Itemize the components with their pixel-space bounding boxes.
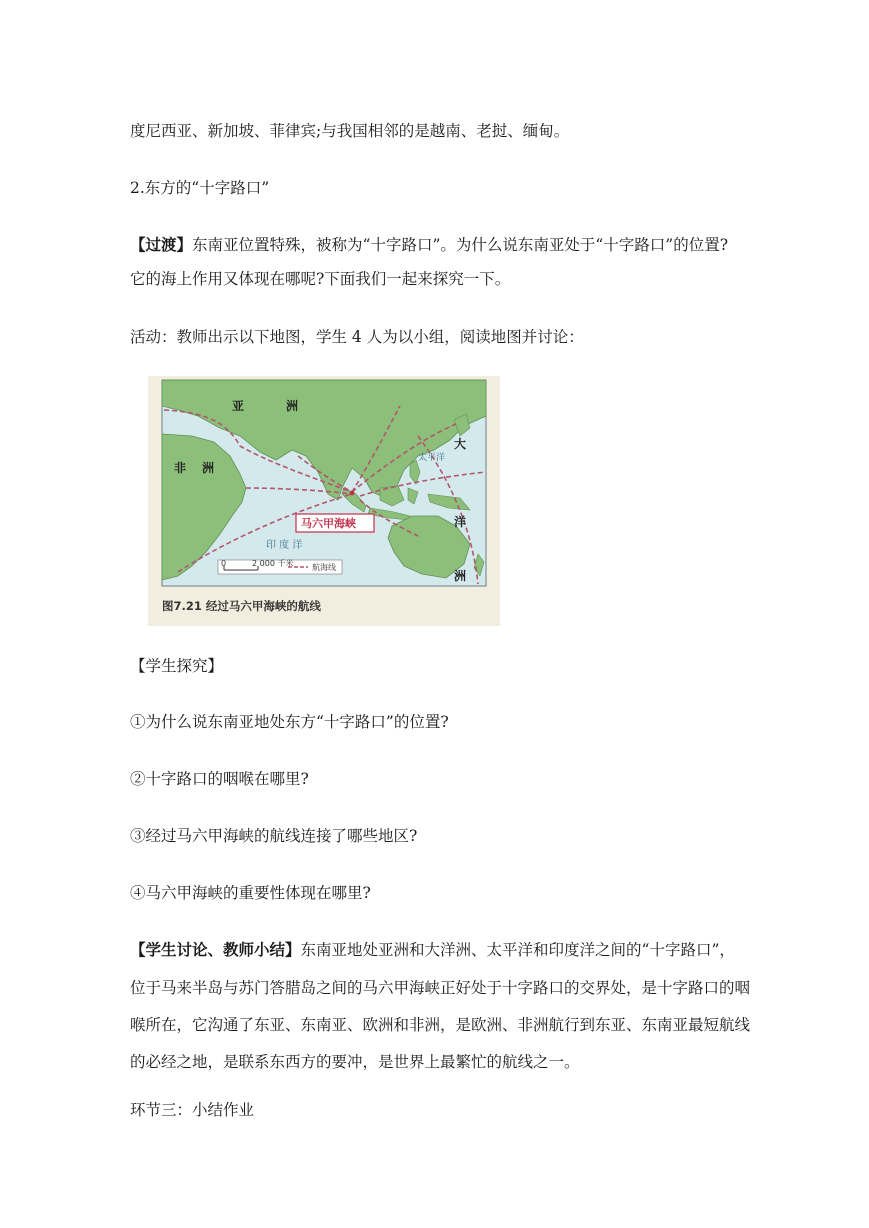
text-line-countries: 度尼西亚、新加坡、菲律宾;与我国相邻的是越南、老挝、缅甸。 [130,122,570,140]
label-africa-2: 洲 [202,461,215,475]
transition-text-1: 东南亚位置特殊，被称为“十字路口”。为什么说东南亚处于“十字路口”的位置? [192,236,729,254]
summary-text-1: 东南亚地处亚洲和大洋洲、太平洋和印度洋之间的“十字路口”， [300,941,735,959]
label-asia-1: 亚 [232,399,245,413]
label-oceania-2: 洋 [454,515,467,529]
transition-line-2: 它的海上作用又体现在哪呢?下面我们一起来探究一下。 [130,270,511,288]
label-africa-1: 非 [174,461,187,475]
label-oceania-3: 洲 [454,569,467,583]
question-4: ④马六甲海峡的重要性体现在哪里? [130,884,371,902]
legend-route-label: 航海线 [312,563,336,572]
transition-line-1 [130,228,728,262]
section-3-heading: 环节三：小结作业 [130,1101,255,1119]
scale-legend [218,558,342,574]
inquiry-title: 【学生探究】 [130,657,224,675]
summary-line-1 [130,933,735,967]
strait-label: 马六甲海峡 [301,517,356,530]
summary-line-4: 的必经之地，是联系东西方的要冲，是世界上最繁忙的航线之一。 [130,1053,580,1071]
summary-line-2: 位于马来半岛与苏门答腊岛之间的马六甲海峡正好处于十字路口的交界处，是十字路口的咽 [130,979,751,997]
heading-east-crossroads: 2.东方的“十字路口” [130,179,270,197]
activity-instruction: 活动：教师出示以下地图，学生 4 人为以小组，阅读地图并讨论： [130,328,584,346]
scale-zero: 0 [221,559,227,568]
label-pacific: 太平洋 [418,453,446,463]
summary-line-3: 喉所在，它沟通了东亚、东南亚、欧洲和非洲，是欧洲、非洲航行到东亚、东南亚最短航线 [130,1016,751,1034]
transition-tag: 【过渡】 [130,235,193,254]
question-2: ②十字路口的咽喉在哪里? [130,770,309,788]
map-caption: 图7.21 经过马六甲海峡的航线 [162,599,321,613]
scale-distance: 2 000 千米 [252,559,294,568]
label-indian-ocean: 印 度 洋 [266,540,303,551]
summary-tag: 【学生讨论、教师小结】 [130,940,301,959]
strait-point [350,491,355,496]
label-asia-2: 洲 [286,399,299,413]
malacca-routes-map [148,376,500,626]
question-1: ①为什么说东南亚地处东方“十字路口”的位置? [130,713,449,731]
question-3: ③经过马六甲海峡的航线连接了哪些地区? [130,827,418,845]
label-oceania-1: 大 [454,437,467,451]
